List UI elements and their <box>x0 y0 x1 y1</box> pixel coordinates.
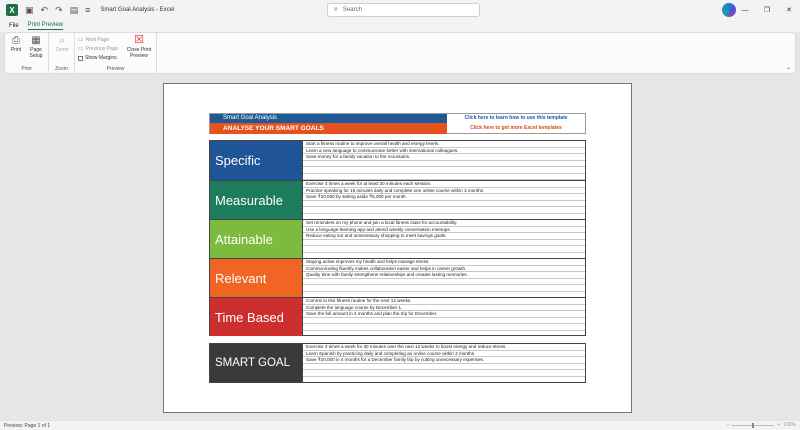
row-line: Exercise 3 times a week for at least 30 minutes each session. <box>303 181 585 188</box>
restore-icon[interactable]: ❐ <box>763 7 771 14</box>
print-preview-page <box>163 83 632 413</box>
page-setup-icon: ▦ <box>31 35 41 46</box>
zoom-button[interactable]: ⌕ Zoom <box>52 35 72 53</box>
row-line: Learn a new language to communicate better with international colleagues. <box>303 148 585 155</box>
row-lines <box>302 220 585 258</box>
sheet-header <box>209 113 586 134</box>
printer-icon: ⎙ <box>12 35 20 46</box>
row-line: Save the full amount in 4 months and plan the trip for December. <box>303 311 585 318</box>
smart-row-specific <box>210 141 585 180</box>
excel-logo-icon: X <box>6 4 18 16</box>
ribbon-group-preview: ▭ Next Page ▭ Previous Page Show Margins ☒ Close Print Preview Preview <box>75 33 157 73</box>
smart-goal-row <box>210 344 585 382</box>
next-page-icon: ▭ <box>78 37 84 43</box>
smart-row-measurable <box>210 180 585 219</box>
status-bar <box>0 421 800 430</box>
row-line: Communicating fluently makes collaboration easier and helps in career growth. <box>303 266 585 273</box>
row-line: Start a fitness routine to improve overall health and energy levels. <box>303 141 585 148</box>
smart-table <box>209 140 586 336</box>
ribbon-group-zoom: ⌕ Zoom Zoom <box>49 33 75 73</box>
row-lines <box>302 181 585 219</box>
page-setup-button[interactable]: ▦ Page Setup <box>25 35 47 59</box>
search-input[interactable] <box>327 3 480 17</box>
sheet-title: Smart Goal Analysis <box>210 114 447 123</box>
search-icon: ⌕ <box>334 6 338 13</box>
row-line: Commit to this fitness routine for the next 12 weeks. <box>303 298 585 305</box>
status-text: Preview: Page 1 of 1 <box>4 422 51 429</box>
row-lines <box>302 259 585 297</box>
goal-lines <box>302 344 585 382</box>
save-icon[interactable]: ▣ <box>25 4 34 15</box>
customize-icon[interactable]: ≡ <box>85 5 91 15</box>
row-label: Measurable <box>210 181 302 219</box>
menu-print-preview[interactable]: Print Preview <box>19 22 63 30</box>
row-line: Quality time with family strengthens relationships and creates lasting memories. <box>303 272 585 279</box>
print-button[interactable]: ⎙ Print <box>8 35 24 53</box>
row-line: Complete the language course by December 1. <box>303 305 585 312</box>
row-line: Set reminders on my phone and join a local fitness class for accountability. <box>303 220 585 227</box>
smart-row-relevant <box>210 258 585 297</box>
smart-row-time-based <box>210 297 585 336</box>
row-label: Time Based <box>210 298 302 336</box>
zoom-slider[interactable] <box>732 425 774 426</box>
smart-row-attainable <box>210 219 585 258</box>
title-bar <box>0 0 800 20</box>
print-preview-icon[interactable]: ▤ <box>69 4 79 15</box>
sheet-subtitle: ANALYSE YOUR SMART GOALS <box>210 123 447 134</box>
row-line <box>303 331 585 338</box>
row-line: Save ₹20,000 by setting aside ₹5,000 per month. <box>303 194 585 201</box>
checkbox-icon <box>78 56 83 61</box>
zoom-control[interactable] <box>726 422 796 428</box>
goal-line: Learn Spanish by practicing daily and completing an online course within 3 months. <box>303 351 585 358</box>
zoom-slider-knob[interactable] <box>752 423 754 428</box>
undo-icon[interactable]: ↶ <box>40 4 49 15</box>
minimize-icon[interactable]: — <box>741 6 749 14</box>
chevron-down-icon[interactable]: ⌄ <box>785 65 791 71</box>
row-label: Relevant <box>210 259 302 297</box>
search-placeholder: Search <box>342 7 362 13</box>
ribbon <box>4 32 796 74</box>
next-page-button[interactable]: ▭ Next Page <box>78 36 110 43</box>
row-line: Staying active improves my health and helps manage stress. <box>303 259 585 266</box>
redo-icon[interactable]: ↷ <box>55 4 63 15</box>
menu-file[interactable]: File <box>9 23 19 29</box>
ribbon-group-print: ⎙ Print ▦ Page Setup Print <box>5 33 49 73</box>
row-line: Practice speaking for 15 minutes daily and complete one online course within 3 months. <box>303 188 585 195</box>
row-line: Use a language-learning app and attend weekly conversation meetups. <box>303 227 585 234</box>
row-line: Reduce eating out and unnecessary shopping to meet savings goals. <box>303 233 585 240</box>
menu-bar <box>0 20 800 32</box>
learn-template-link[interactable]: Click here to learn how to use this template <box>464 115 568 121</box>
row-label: Attainable <box>210 220 302 258</box>
row-label: Specific <box>210 141 302 180</box>
goal-line: Exercise 3 times a week for 30 minutes over the next 12 weeks to boost energy and reduce stress. <box>303 344 585 351</box>
goal-line: Save ₹20,000 in 4 months for a December family trip by cutting unnecessary expenses. <box>303 357 585 364</box>
window-title: Smart Goal Analysis - Excel <box>100 7 175 13</box>
previous-page-icon: ▭ <box>78 46 84 52</box>
row-lines <box>302 141 585 180</box>
zoom-in-icon[interactable]: + <box>777 422 781 428</box>
close-print-preview-button[interactable]: ☒ Close Print Preview <box>126 34 152 59</box>
zoom-level[interactable]: 100% <box>783 422 796 428</box>
row-lines <box>302 298 585 336</box>
row-line: Save money for a family vacation to the mountains. <box>303 154 585 161</box>
more-templates-link[interactable]: Click here to get more Excel templates <box>470 125 562 131</box>
previous-page-button[interactable]: ▭ Previous Page <box>78 45 119 52</box>
close-preview-icon: ☒ <box>134 34 144 46</box>
goal-line <box>303 377 585 384</box>
show-margins-checkbox[interactable]: Show Margins <box>78 55 117 61</box>
smart-goal-section <box>209 343 586 383</box>
zoom-out-icon[interactable]: − <box>726 422 730 428</box>
magnifier-icon: ⌕ <box>59 35 65 46</box>
goal-label: SMART GOAL <box>210 344 302 382</box>
close-icon[interactable]: ✕ <box>786 7 792 14</box>
